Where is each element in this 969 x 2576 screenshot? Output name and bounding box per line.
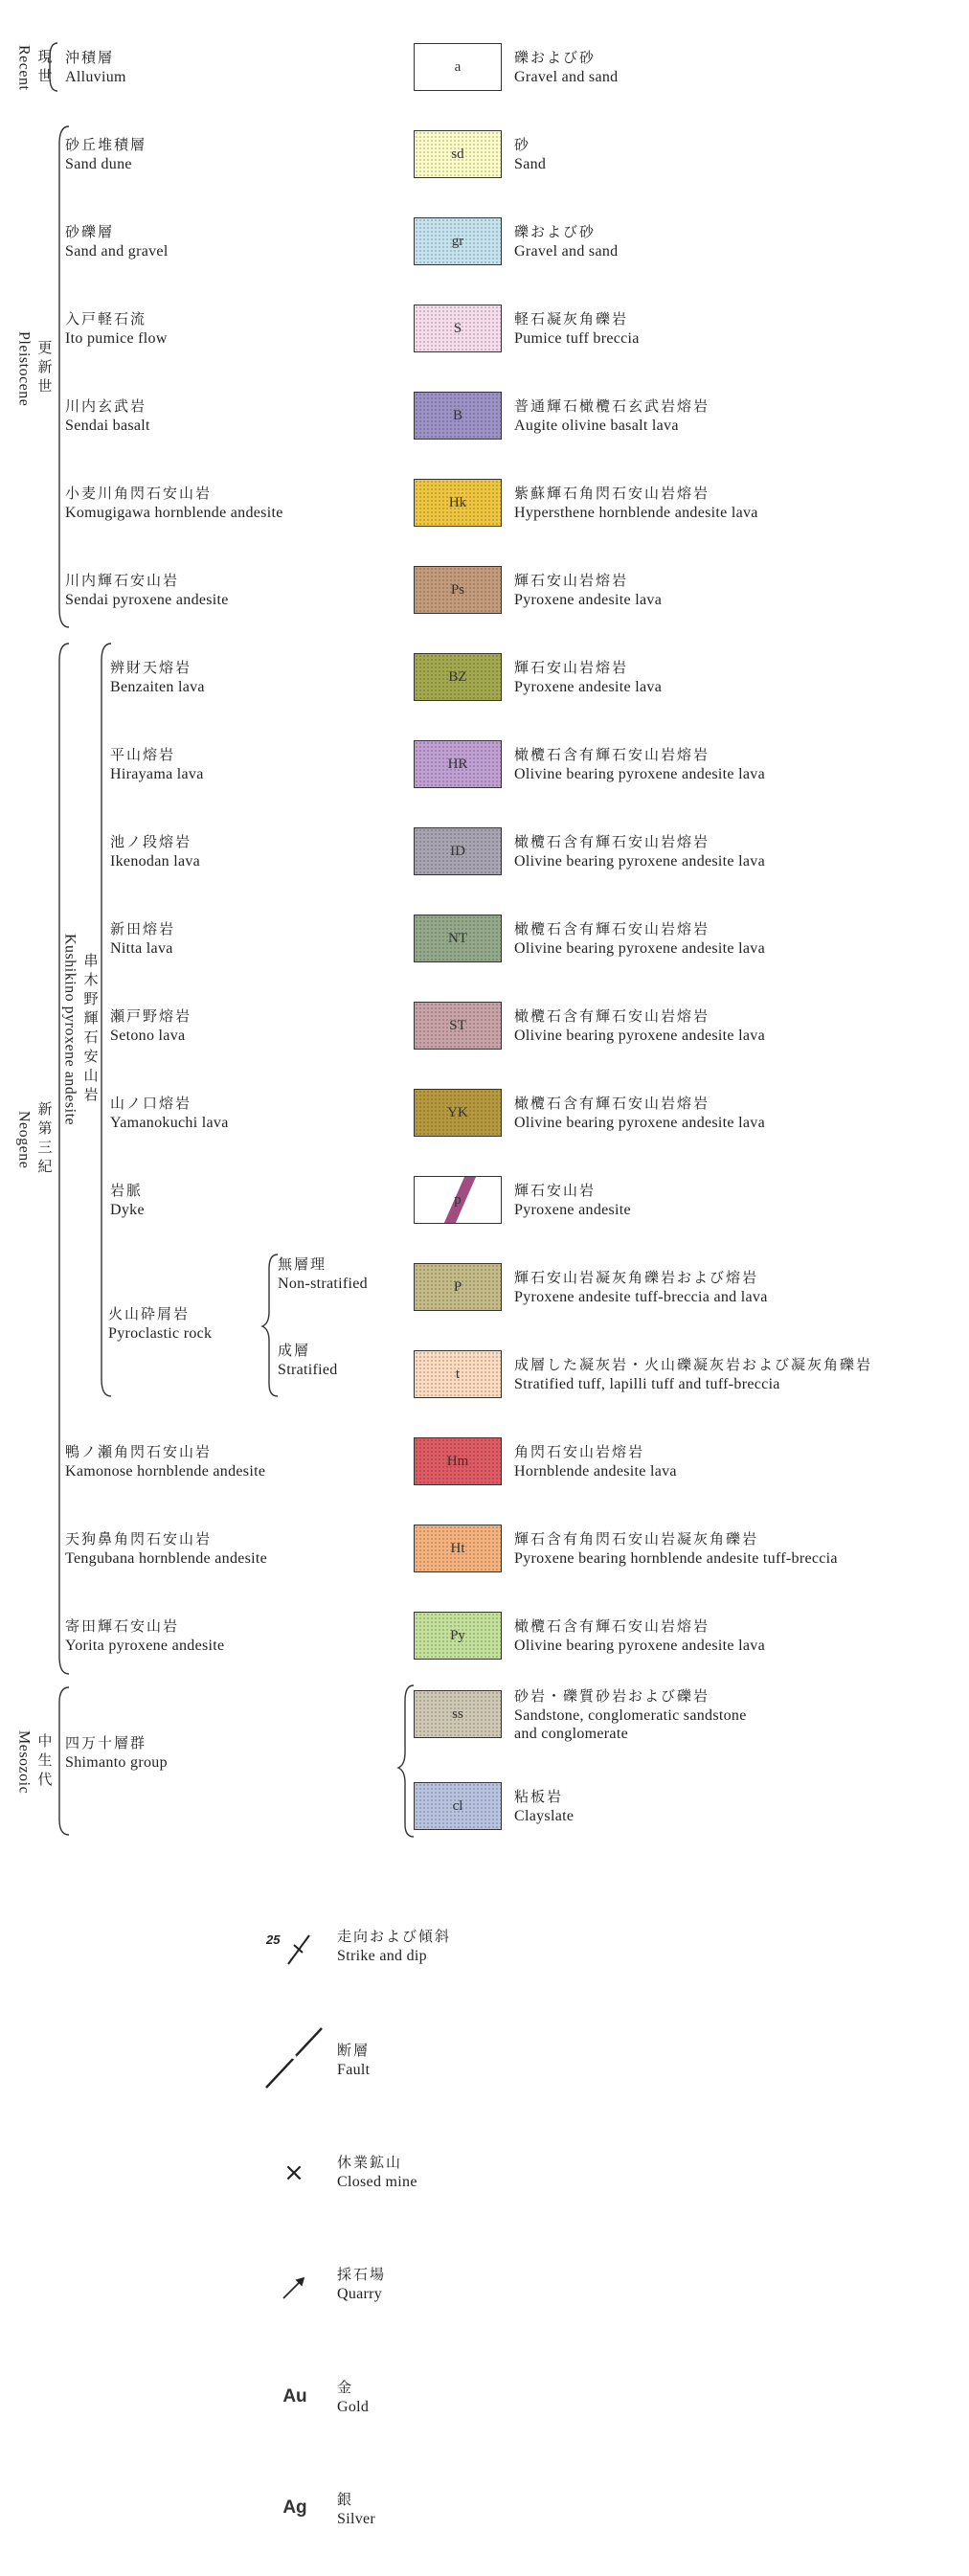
swatch-cl: cl <box>414 1782 502 1830</box>
symbol-label-silver: 銀 Silver <box>337 2493 376 2527</box>
unit-label-S: 入戸軽石流 Ito pumice flow <box>65 312 168 347</box>
unit-label-NT: 新田熔岩 Nitta lava <box>110 922 176 957</box>
group-pyroclastic: 火山砕屑岩 Pyroclastic rock <box>108 1307 213 1342</box>
swatch-ID: ID <box>414 827 502 875</box>
lithology-Ps: 輝石安山岩熔岩 Pyroxene andesite lava <box>514 574 663 608</box>
swatch-NT: NT <box>414 915 502 962</box>
bracket-shimanto <box>398 1685 414 1837</box>
lithology-ss: 砂岩・礫質砂岩および礫岩 Sandstone, conglomeratic sandstone and conglomerate <box>514 1689 747 1742</box>
swatch-S: S <box>414 305 502 352</box>
symbol-label-fault: 断層 Fault <box>337 2044 371 2078</box>
period-neogene: 新第三紀 Neogene <box>15 1101 52 1178</box>
lithology-Hm: 角閃石安山岩熔岩 Hornblende andesite lava <box>514 1445 677 1480</box>
lithology-S: 軽石凝灰角礫岩 Pumice tuff breccia <box>514 312 640 347</box>
period-pleistocene: 更新世 Pleistocene <box>15 330 52 407</box>
lithology-Ht: 輝石含有角閃石安山岩凝灰角礫岩 Pyroxene bearing hornblende andesite tuff-breccia <box>514 1532 838 1567</box>
quarry-icon <box>278 2271 310 2304</box>
unit-label-sd: 砂丘堆積層 Sand dune <box>65 138 147 172</box>
gold-symbol: Au <box>282 2386 307 2407</box>
unit-label-ID: 池ノ段熔岩 Ikenodan lava <box>110 835 201 870</box>
unit-label-a: 沖積層 Alluvium <box>65 51 126 85</box>
lithology-a: 礫および砂 Gravel and sand <box>514 51 619 85</box>
unit-label-HR: 平山熔岩 Hirayama lava <box>110 748 204 782</box>
bracket-pyroclastic <box>262 1254 278 1396</box>
swatch-t: t <box>414 1350 502 1398</box>
group-non-stratified: 無層理 Non-stratified <box>278 1257 368 1292</box>
swatch-ST: ST <box>414 1002 502 1050</box>
symbol-label-mine: 休業鉱山 Closed mine <box>337 2156 417 2190</box>
unit-label-dyke: 岩脈 Dyke <box>110 1184 145 1218</box>
swatch-Py: Py <box>414 1612 502 1660</box>
swatch-dyke: p <box>414 1176 502 1224</box>
lithology-P: 輝石安山岩凝灰角礫岩および熔岩 Pyroxene andesite tuff-breccia and lava <box>514 1271 768 1305</box>
unit-label-Ps: 川内輝石安山岩 Sendai pyroxene andesite <box>65 574 229 608</box>
symbol-label-strike: 走向および傾斜 Strike and dip <box>337 1930 452 1964</box>
symbol-label-gold: 金 Gold <box>337 2381 370 2415</box>
unit-label-B: 川内玄武岩 Sendai basalt <box>65 399 150 434</box>
lithology-BZ: 輝石安山岩熔岩 Pyroxene andesite lava <box>514 661 663 695</box>
bracket-pleistocene <box>59 126 69 627</box>
closed-mine-icon: × <box>283 2158 304 2187</box>
swatch-BZ: BZ <box>414 653 502 701</box>
lithology-gr: 礫および砂 Gravel and sand <box>514 225 619 260</box>
lithology-Hk: 紫蘇輝石角閃石安山岩熔岩 Hypersthene hornblende andesite lava <box>514 486 758 521</box>
swatch-B: B <box>414 392 502 440</box>
unit-label-YK: 山ノ口熔岩 Yamanokuchi lava <box>110 1096 229 1131</box>
swatch-Hk: Hk <box>414 479 502 527</box>
unit-label-Hm: 鴨ノ瀬角閃石安山岩 Kamonose hornblende andesite <box>65 1445 266 1480</box>
period-mesozoic: 中生代 Mesozoic <box>15 1729 52 1795</box>
swatch-gr: gr <box>414 217 502 265</box>
group-kushikino: 串木野輝石安山岩 Kushikino pyroxene andesite <box>61 933 98 1126</box>
swatch-P: P <box>414 1263 502 1311</box>
strike-dip-icon: 25 <box>263 1930 321 1968</box>
fault-line-icon <box>260 2026 327 2090</box>
lithology-cl: 粘板岩 Clayslate <box>514 1790 575 1824</box>
lithology-B: 普通輝石橄欖石玄武岩熔岩 Augite olivine basalt lava <box>514 399 710 434</box>
swatch-Ps: Ps <box>414 566 502 614</box>
swatch-sd: sd <box>414 130 502 178</box>
silver-symbol: Ag <box>282 2497 307 2518</box>
lithology-ST: 橄欖石含有輝石安山岩熔岩 Olivine bearing pyroxene andesite lava <box>514 1009 765 1044</box>
symbol-label-quarry: 採石場 Quarry <box>337 2268 387 2302</box>
lithology-ID: 橄欖石含有輝石安山岩熔岩 Olivine bearing pyroxene andesite lava <box>514 835 765 870</box>
unit-label-Hk: 小麦川角閃石安山岩 Komugigawa hornblende andesite <box>65 486 283 521</box>
lithology-sd: 砂 Sand <box>514 138 547 172</box>
swatch-Ht: Ht <box>414 1525 502 1572</box>
lithology-dyke: 輝石安山岩 Pyroxene andesite <box>514 1184 631 1218</box>
swatch-ss: ss <box>414 1690 502 1738</box>
lithology-t: 成層した凝灰岩・火山礫凝灰岩および凝灰角礫岩 Stratified tuff, lapilli tuff and tuff-breccia <box>514 1358 873 1392</box>
unit-label-BZ: 辨財天熔岩 Benzaiten lava <box>110 661 205 695</box>
lithology-HR: 橄欖石含有輝石安山岩熔岩 Olivine bearing pyroxene andesite lava <box>514 748 765 782</box>
lithology-NT: 橄欖石含有輝石安山岩熔岩 Olivine bearing pyroxene andesite lava <box>514 922 765 957</box>
lithology-Py: 橄欖石含有輝石安山岩熔岩 Olivine bearing pyroxene andesite lava <box>514 1619 765 1654</box>
group-shimanto: 四万十層群 Shimanto group <box>65 1736 168 1771</box>
lithology-YK: 橄欖石含有輝石安山岩熔岩 Olivine bearing pyroxene andesite lava <box>514 1096 765 1131</box>
unit-label-gr: 砂礫層 Sand and gravel <box>65 225 169 260</box>
swatch-YK: YK <box>414 1089 502 1137</box>
swatch-HR: HR <box>414 740 502 788</box>
unit-label-ST: 瀬戸野熔岩 Setono lava <box>110 1009 192 1044</box>
group-stratified: 成層 Stratified <box>278 1344 338 1378</box>
unit-label-Py: 寄田輝石安山岩 Yorita pyroxene andesite <box>65 1619 225 1654</box>
swatch-Hm: Hm <box>414 1437 502 1485</box>
swatch-a: a <box>414 43 502 91</box>
unit-label-Ht: 天狗鼻角閃石安山岩 Tengubana hornblende andesite <box>65 1532 268 1567</box>
period-recent: 現世 Recent <box>15 45 52 91</box>
